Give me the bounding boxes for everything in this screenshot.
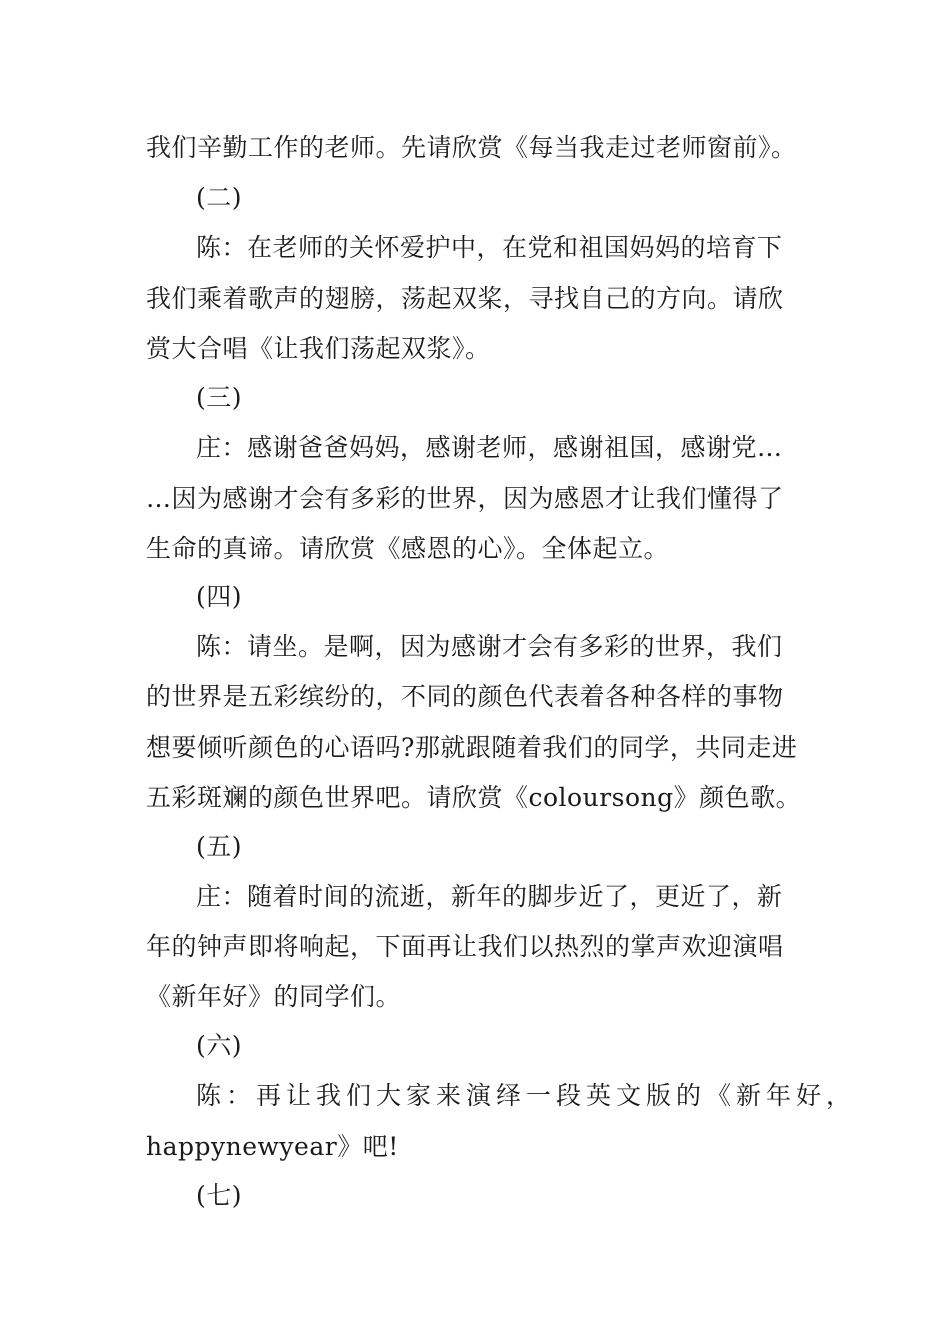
text-line-9: 生命的真谛。请欣赏《感恩的心》。全体起立。 xyxy=(146,534,670,563)
section-heading-7: (七) xyxy=(196,1181,243,1210)
text-line-3: 陈：在老师的关怀爱护中，在党和祖国妈妈的培育下 xyxy=(196,233,783,262)
text-line-21: happynewyear》吧! xyxy=(146,1132,399,1161)
text-line-8: …因为感谢才会有多彩的世界，因为感恩才让我们懂得了 xyxy=(146,484,784,513)
text-line-7: 庄：感谢爸爸妈妈，感谢老师，感谢祖国，感谢党… xyxy=(196,433,783,462)
text-line-18: 《新年好》的同学们。 xyxy=(146,982,402,1011)
text-line-20: 陈：再让我们大家来演绎一段英文版的《新年好， xyxy=(196,1081,857,1110)
text-line-4: 我们乘着歌声的翅膀，荡起双桨，寻找自己的方向。请欣 xyxy=(146,284,784,313)
section-heading-2: (二) xyxy=(196,183,243,212)
text-line-11: 陈：请坐。是啊，因为感谢才会有多彩的世界，我们 xyxy=(196,632,783,661)
section-heading-4: (四) xyxy=(196,582,243,611)
text-line-1: 我们辛勤工作的老师。先请欣赏《每当我走过老师窗前》。 xyxy=(146,133,797,162)
text-line-16: 庄：随着时间的流逝，新年的脚步近了，更近了，新 xyxy=(196,882,783,911)
section-heading-6: (六) xyxy=(196,1031,243,1060)
text-line-13: 想要倾听颜色的心语吗?那就跟随着我们的同学，共同走进 xyxy=(146,733,798,762)
section-heading-5: (五) xyxy=(196,832,243,861)
text-line-14: 五彩斑斓的颜色世界吧。请欣赏《coloursong》颜色歌。 xyxy=(146,783,802,812)
text-line-12: 的世界是五彩缤纷的，不同的颜色代表着各种各样的事物 xyxy=(146,682,784,711)
text-line-17: 年的钟声即将响起，下面再让我们以热烈的掌声欢迎演唱 xyxy=(146,932,784,961)
section-heading-3: (三) xyxy=(196,383,243,412)
text-line-5: 赏大合唱《让我们荡起双浆》。 xyxy=(146,334,491,363)
